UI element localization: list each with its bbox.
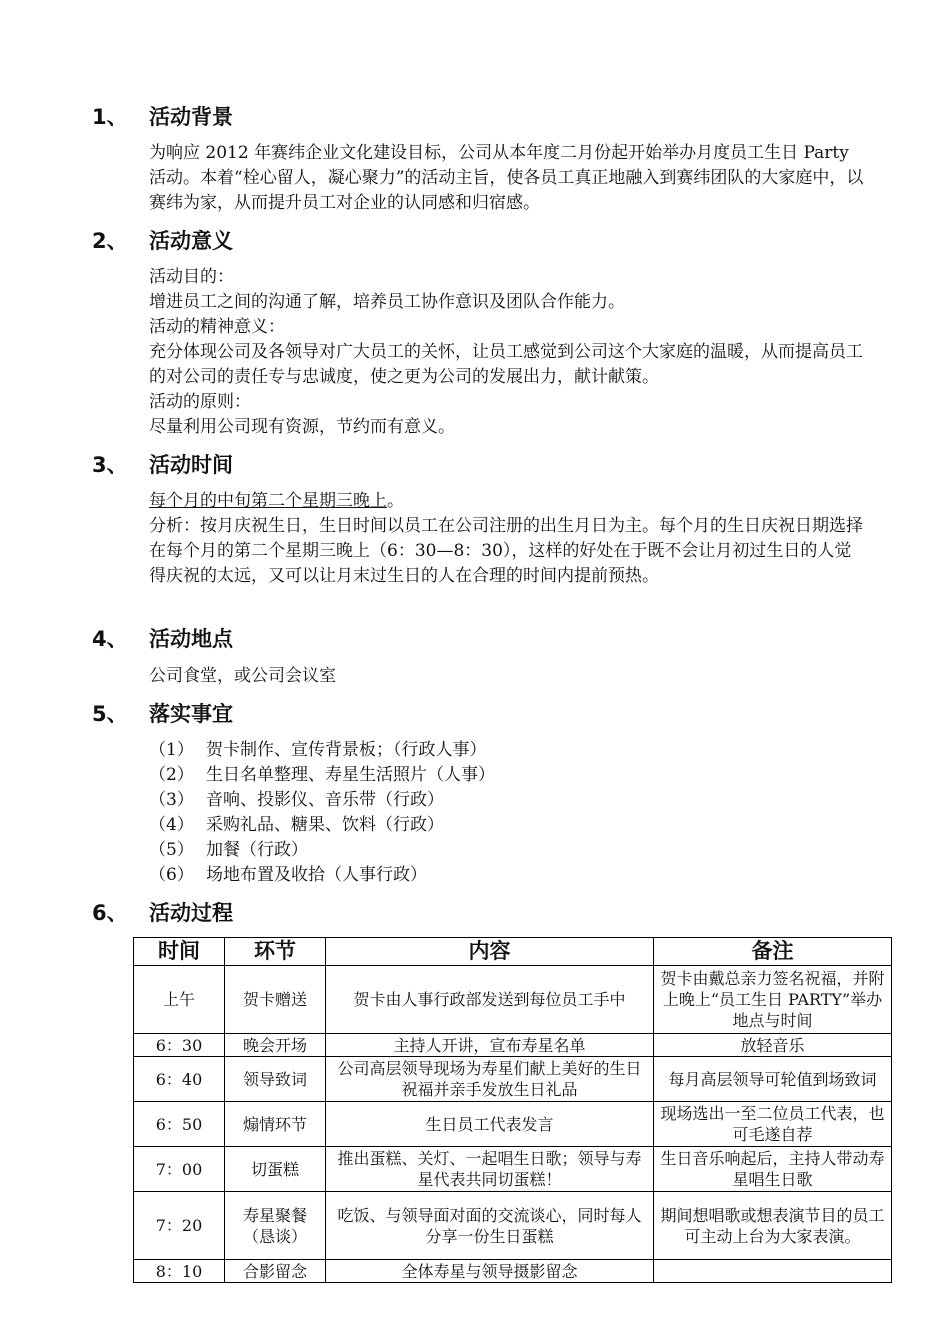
cell-note: 每月高层领导可轮值到场致词 <box>654 1057 892 1102</box>
list-index: （6） <box>149 865 194 885</box>
section-title: 活动背景 <box>149 105 233 129</box>
paragraph: 分析：按月庆祝生日，生日时间以员工在公司注册的出生月日为主。每个月的生日庆祝日期选择在每个月的第二个星期三晚上（6：30—8：30），这样的好处在于既不会让月初过生日的人觉得庆祝的太远，又可以让月末过生日的人在合理的时间内提前预热。 <box>149 516 863 586</box>
column-header-step: 环节 <box>225 938 326 966</box>
cell-time: 7：20 <box>134 1192 225 1260</box>
cell-content: 主持人开讲，宣布寿星名单 <box>326 1034 654 1057</box>
list-index: （3） <box>149 790 194 810</box>
section-4-body <box>149 664 864 689</box>
list-item <box>149 813 849 838</box>
column-header-content: 内容 <box>326 938 654 966</box>
cell-time: 6：30 <box>134 1034 225 1057</box>
section-number: 1、 <box>92 105 128 129</box>
cell-note: 放轻音乐 <box>654 1034 892 1057</box>
section-number: 6、 <box>92 901 128 925</box>
cell-content: 贺卡由人事行政部发送到每位员工手中 <box>326 966 654 1034</box>
list-item <box>149 838 849 863</box>
section-1-body <box>149 141 864 216</box>
paragraph: 活动的精神意义： <box>149 317 285 337</box>
table-row <box>134 1102 892 1147</box>
table-row <box>134 1034 892 1057</box>
schedule-table <box>133 937 892 1283</box>
cell-step: 贺卡赠送 <box>225 966 326 1034</box>
list-text: 加餐（行政） <box>206 840 308 860</box>
cell-step: 晚会开场 <box>225 1034 326 1057</box>
section-title: 活动意义 <box>149 229 233 253</box>
list-text: 贺卡制作、宣传背景板；（行政人事） <box>206 740 487 760</box>
cell-note: 生日音乐响起后，主持人带动寿星唱生日歌 <box>654 1147 892 1192</box>
list-index: （4） <box>149 815 194 835</box>
cell-time: 6：50 <box>134 1102 225 1147</box>
cell-step: 合影留念 <box>225 1260 326 1283</box>
list-item <box>149 738 849 763</box>
column-header-note: 备注 <box>654 938 892 966</box>
cell-step: 领导致词 <box>225 1057 326 1102</box>
activity-time-line <box>149 489 864 514</box>
paragraph: 活动的原则： <box>149 392 251 412</box>
table-row <box>134 1147 892 1192</box>
section-3-body <box>149 489 864 589</box>
paragraph: 为响应 2012 年赛纬企业文化建设目标，公司从本年度二月份起开始举办月度员工生日 Party 活动。本着“栓心留人，凝心聚力”的活动主旨，使各员工真正地融入到赛纬团队的大家庭中，以赛纬为家，从而提升员工对企业的认同感和归宿感。 <box>149 143 864 213</box>
cell-time: 7：00 <box>134 1147 225 1192</box>
section-number: 2、 <box>92 229 128 253</box>
cell-note <box>654 1260 892 1283</box>
list-text: 采购礼品、糖果、饮料（行政） <box>206 815 444 835</box>
table-row <box>134 966 892 1034</box>
list-text: 场地布置及收拾（人事行政） <box>206 865 427 885</box>
table-header-row <box>134 938 892 966</box>
list-index: （1） <box>149 740 194 760</box>
table-row <box>134 1192 892 1260</box>
cell-time: 8：10 <box>134 1260 225 1283</box>
list-item <box>149 763 849 788</box>
cell-step: 切蛋糕 <box>225 1147 326 1192</box>
cell-note: 期间想唱歌或想表演节目的员工可主动上台为大家表演。 <box>654 1192 892 1260</box>
list-text: 生日名单整理、寿星生活照片（人事） <box>206 765 495 785</box>
list-index: （5） <box>149 840 194 860</box>
table-row <box>134 1057 892 1102</box>
section-number: 4、 <box>92 627 128 651</box>
section-title: 活动过程 <box>149 901 233 925</box>
activity-time-underlined: 每个月的中旬第二个星期三晚上 <box>149 491 387 511</box>
task-list <box>149 738 849 888</box>
paragraph: 增进员工之间的沟通了解，培养员工协作意识及团队合作能力。 <box>149 292 625 312</box>
paragraph: 活动目的： <box>149 267 234 287</box>
paragraph: 公司食堂，或公司会议室 <box>149 666 336 686</box>
cell-content: 推出蛋糕、关灯、一起唱生日歌；领导与寿星代表共同切蛋糕！ <box>326 1147 654 1192</box>
cell-note: 贺卡由戴总亲力签名祝福，并附上晚上“员工生日 PARTY”举办地点与时间 <box>654 966 892 1034</box>
section-title: 活动时间 <box>149 453 233 477</box>
paragraph: 尽量利用公司现有资源，节约而有意义。 <box>149 417 455 437</box>
cell-content: 吃饭、与领导面对面的交流谈心，同时每人分享一份生日蛋糕 <box>326 1192 654 1260</box>
list-index: （2） <box>149 765 194 785</box>
cell-content: 生日员工代表发言 <box>326 1102 654 1147</box>
cell-note: 现场选出一至二位员工代表，也可毛遂自荐 <box>654 1102 892 1147</box>
section-number: 3、 <box>92 453 128 477</box>
cell-content: 全体寿星与领导摄影留念 <box>326 1260 654 1283</box>
section-2-body <box>149 265 864 440</box>
list-item <box>149 788 849 813</box>
cell-step: 煽情环节 <box>225 1102 326 1147</box>
cell-step: 寿星聚餐（恳谈） <box>225 1192 326 1260</box>
cell-content: 公司高层领导现场为寿星们献上美好的生日祝福并亲手发放生日礼品 <box>326 1057 654 1102</box>
list-item <box>149 863 849 888</box>
activity-time-tail: 。 <box>387 491 404 511</box>
section-title: 落实事宜 <box>149 702 233 726</box>
paragraph: 充分体现公司及各领导对广大员工的关怀，让员工感觉到公司这个大家庭的温暖，从而提高员工的对公司的责任专与忠诚度，使之更为公司的发展出力，献计献策。 <box>149 342 863 387</box>
cell-time: 上午 <box>134 966 225 1034</box>
list-text: 音响、投影仪、音乐带（行政） <box>206 790 444 810</box>
column-header-time: 时间 <box>134 938 225 966</box>
table-row <box>134 1260 892 1283</box>
section-number: 5、 <box>92 702 128 726</box>
cell-time: 6：40 <box>134 1057 225 1102</box>
section-title: 活动地点 <box>149 627 233 651</box>
